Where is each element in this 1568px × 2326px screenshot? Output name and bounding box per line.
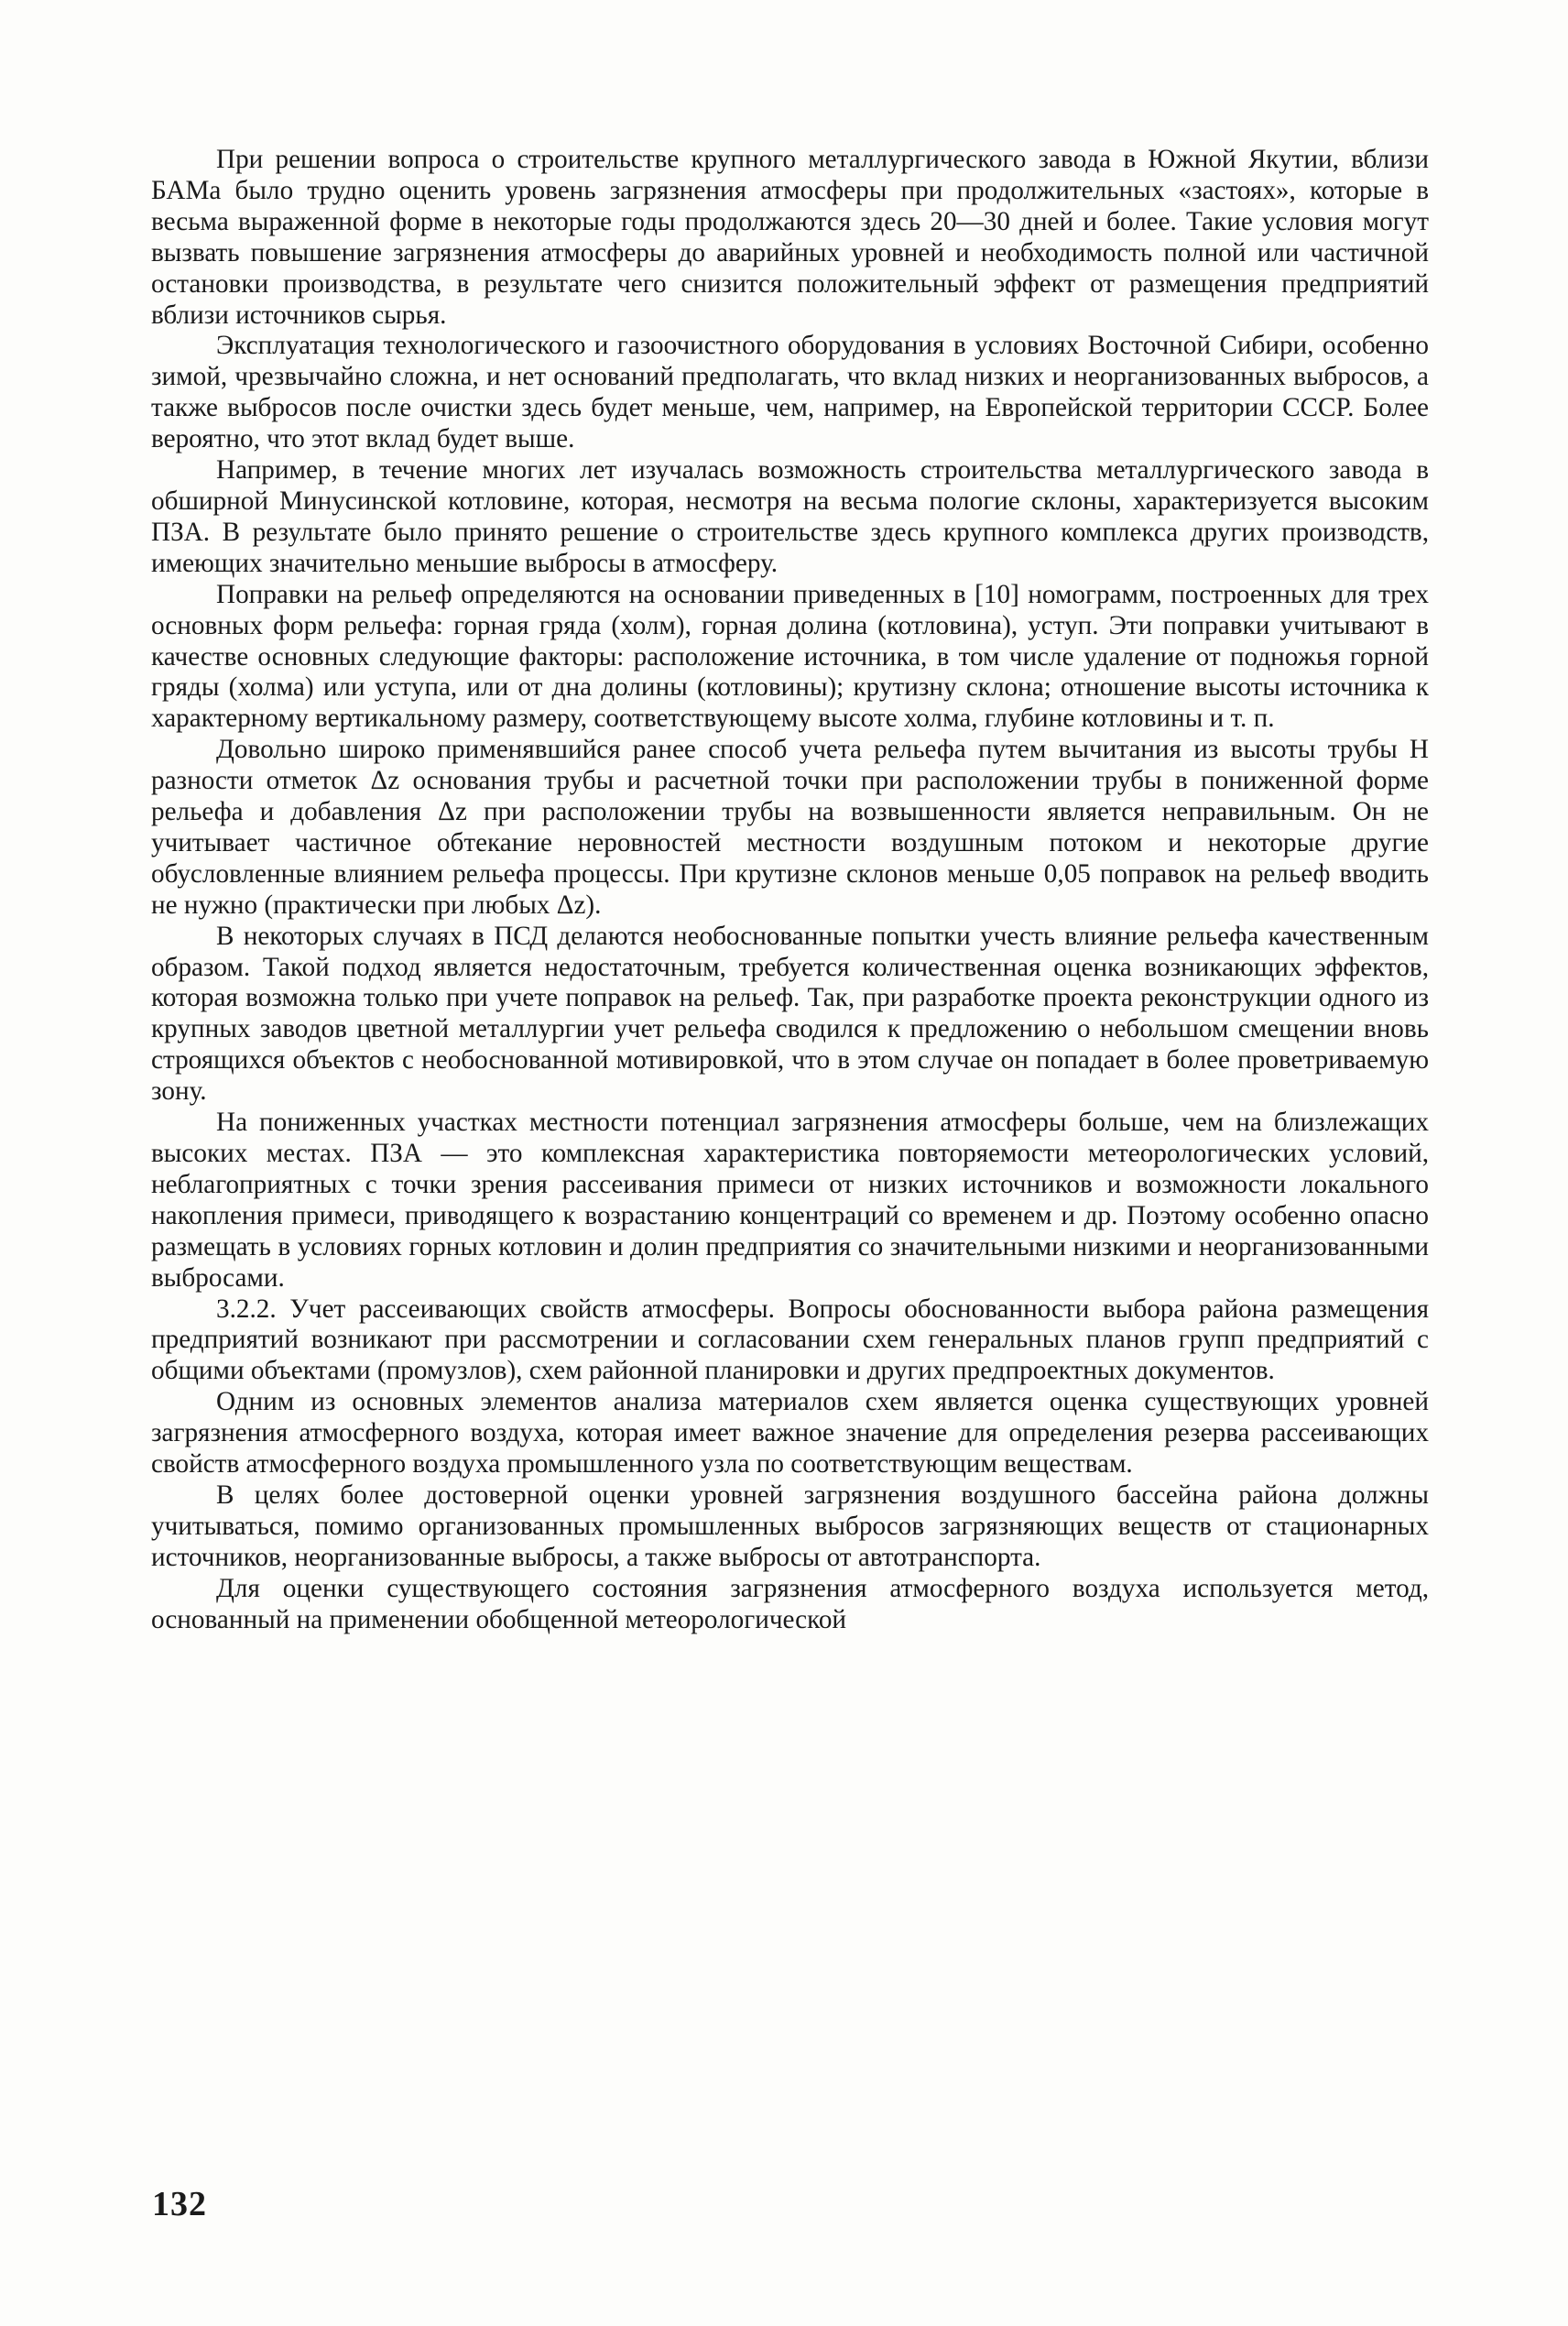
paragraph-1: При решении вопроса о строительстве крупного металлургического завода в Южной Якутии, вблизи БАМа было трудно оценить уровень загрязнения атмосферы при продолжительных «застоях», которые в весьма выраженной форме в некоторые годы продолжаются здесь 20—30 дней и более. Такие условия могут вызвать повышение загрязнения атмосферы до аварийных уровней и необходимость полной или частичной остановки производства, в результате чего снизится положительный эффект от размещения предприятий вблизи источников сырья. [151, 145, 1429, 330]
paragraph-5: Довольно широко применявшийся ранее способ учета рельефа путем вычитания из высоты трубы H разности отметок Δz основания трубы и расчетной точки при расположении трубы в пониженной форме рельефа и добавления Δz при расположении трубы на возвышенности является неправильным. Он не учитывает частичное обтекание неровностей местности воздушным потоком и некоторые другие обусловленные влиянием рельефа процессы. При крутизне склонов меньше 0,05 поправок на рельеф вводить не нужно (практически при любых Δz). [151, 735, 1429, 920]
page-number: 132 [152, 2185, 207, 2223]
paragraph-6: В некоторых случаях в ПСД делаются необоснованные попытки учесть влияние рельефа качественным образом. Такой подход является недостаточным, требуется количественная оценка возникающих эффектов, которая возможна только при учете поправок на рельеф. Так, при разработке проекта реконструкции одного из крупных заводов цветной металлургии учет рельефа сводился к предложению о небольшом смещении вновь строящихся объектов с необоснованной мотивировкой, что в этом случае он попадает в более проветриваемую зону. [151, 921, 1429, 1107]
paragraph-4: Поправки на рельеф определяются на основании приведенных в [10] номограмм, построенных для трех основных форм рельефа: горная гряда (холм), горная долина (котловина), уступ. Эти поправки учитывают в качестве основных следующие факторы: расположение источника, в том числе удаление от подножья горной гряды (холма) или уступа, или от дна долины (котловины); крутизну склона; отношение высоты источника к характерному вертикальному размеру, соответствующему высоте холма, глубине котловины и т. п. [151, 579, 1429, 734]
paragraph-3: Например, в течение многих лет изучалась возможность строительства металлургического завода в обширной Минусинской котловине, которая, несмотря на весьма пологие склоны, характеризуется высоким ПЗА. В результате было принято решение о строительстве здесь крупного комплекса других производств, имеющих значительно меньшие выбросы в атмосферу. [151, 455, 1429, 578]
paragraph-9: Одним из основных элементов анализа материалов схем является оценка существующих уровней загрязнения атмосферного воздуха, которая имеет важное значение для определения резерва рассеивающих свойств атмосферного воздуха промышленного узла по соответствующим веществам. [151, 1387, 1429, 1480]
paragraph-8-section-3-2-2: 3.2.2. Учет рассеивающих свойств атмосферы. Вопросы обоснованности выбора района размещения предприятий возникают при рассмотрении и согласовании схем генеральных планов групп предприятий с общими объектами (промузлов), схем районной планировки и других предпроектных документов. [151, 1294, 1429, 1386]
body-text [151, 145, 1429, 1636]
paragraph-10: В целях более достоверной оценки уровней загрязнения воздушного бассейна района должны учитываться, помимо организованных промышленных выбросов загрязняющих веществ от стационарных источников, неорганизованные выбросы, а также выбросы от автотранспорта. [151, 1480, 1429, 1572]
paragraph-2: Эксплуатация технологического и газоочистного оборудования в условиях Восточной Сибири, особенно зимой, чрезвычайно сложна, и нет оснований предполагать, что вклад низких и неорганизованных выбросов, а также выбросов после очистки здесь будет меньше, чем, например, на Европейской территории СССР. Более вероятно, что этот вклад будет выше. [151, 331, 1429, 454]
paragraph-7: На пониженных участках местности потенциал загрязнения атмосферы больше, чем на близлежащих высоких местах. ПЗА — это комплексная характеристика повторяемости метеорологических условий, неблагоприятных с точки зрения рассеивания примеси от низких источников и возможности локального накопления примеси, приводящего к возрастанию концентраций со временем и др. Поэтому особенно опасно размещать в условиях горных котловин и долин предприятия со значительными низкими и неорганизованными выбросами. [151, 1108, 1429, 1293]
paragraph-11: Для оценки существующего состояния загрязнения атмосферного воздуха используется метод, основанный на применении обобщенной метеорологической [151, 1573, 1429, 1634]
